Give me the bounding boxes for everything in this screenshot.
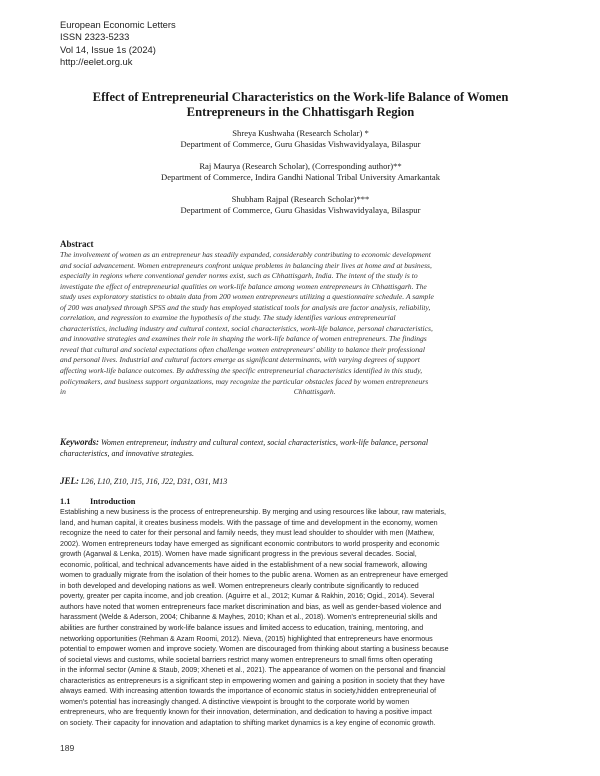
- keywords-text: Women entrepreneur, industry and cultural context, social characteristics, work-life balance, personal: [101, 438, 429, 447]
- keywords-block: [60, 437, 541, 459]
- author-3: [60, 194, 541, 216]
- abstract-line: characteristics, including industry and cultural context, social characteristics, work-life balance, personal characteristics,: [60, 323, 433, 333]
- body-line: characteristics as entrepreneurs is a significant step in empowering women and gaining a position in society that they have: [60, 676, 445, 685]
- journal-url[interactable]: http://eelet.org.uk: [60, 56, 133, 68]
- author-name: Shubham Rajpal (Research Scholar)***: [231, 194, 370, 204]
- author-affiliation: Department of Commerce, Indira Gandhi National Tribal University Amarkantak: [161, 172, 440, 182]
- abstract-line: and innovative strategies and examines their role in shaping the work-life balance of women entrepreneurs. The findings: [60, 334, 427, 344]
- body-line: land, and human capital, it creates business models. With the passage of time and development in the economy, women: [60, 518, 438, 527]
- body-line: always earned. With increasing attention towards the importance of economic status in society,hidden entrepreneurial of: [60, 687, 437, 696]
- author-1: [60, 128, 541, 150]
- keywords-label: Keywords:: [60, 437, 99, 447]
- jel-codes: L26, L10, Z10, J15, J16, J22, D31, O31, M13: [81, 477, 228, 486]
- page-number: 189: [60, 743, 75, 753]
- body-line: in the informal sector (Amine & Staub, 2009; Xheneti et al., 2021). The appearance of women on the personal and financial: [60, 666, 446, 675]
- keywords-line: characteristics, and innovative strategies.: [60, 448, 194, 458]
- abstract-line: investigate the effect of entrepreneurial qualities on work-life balance among women entrepreneurs in Chhattisgarh. The: [60, 281, 427, 291]
- abstract-line: in Chhattisgarh.: [60, 387, 336, 397]
- section-heading: [60, 497, 135, 506]
- author-affiliation: Department of Commerce, Guru Ghasidas Vishwavidyalaya, Bilaspur: [180, 139, 421, 149]
- body-line: abilities are further constrained by work-life balance issues and limited access to education, training, mentoring, and: [60, 624, 424, 633]
- abstract-line: correlation, and regression to examine the hypothesis of the study. The study identifies various entrepreneurial: [60, 313, 396, 323]
- body-line: networking opportunities (Rehman & Azam Roomi, 2012). Nieva, (2015) highlighted that entrepreneurs have enormous: [60, 634, 433, 643]
- title-line: Entrepreneurs in the Chhattisgarh Region: [186, 105, 415, 119]
- author-name: Shreya Kushwaha (Research Scholar) *: [232, 128, 369, 138]
- journal-header: [60, 19, 176, 69]
- abstract-line: and social advancement. Women entrepreneurs confront unique problems in balancing their lives at home and at business,: [60, 260, 432, 270]
- jel-block: [60, 476, 227, 486]
- journal-issn: ISSN 2323-5233: [60, 31, 130, 43]
- body-line: potential to empower women and improve society. Women are discouraged from thinking about starting a business because: [60, 645, 449, 654]
- abstract-line: and personal lives. Industrial and cultural factors emerge as significant determinants, with varying degrees of support: [60, 355, 420, 365]
- section-number: 1.1: [60, 497, 71, 506]
- jel-label: JEL:: [60, 476, 79, 486]
- title-line: Effect of Entrepreneurial Characteristics on the Work-life Balance of Women: [92, 90, 509, 104]
- body-line: harassment (Welde & Aderson, 2004; Chibanne & Mayhes, 2010; Khan et al., 2018). Women's entrepreneurial skills and: [60, 613, 438, 622]
- author-block: [60, 128, 541, 227]
- abstract-line: especially in regions where conventional gender norms exist, such as Chhattisgarh, India. The intent of the study is to: [60, 271, 418, 281]
- author-2: [60, 161, 541, 183]
- body-line: entrepreneurs, who are frequently known for their innovation, determination, and dedication to having a positive impact: [60, 708, 432, 717]
- body-line: on society. Their capacity for innovation and adaptation to shifting market dynamics is a key engine of economic growth.: [60, 718, 436, 727]
- paper-title: [60, 90, 541, 120]
- abstract-line: of 200 was analysed through SPSS and the study has employed statistical tools for analysis are factor analysis, reliability,: [60, 302, 431, 312]
- section-title: Introduction: [90, 497, 136, 506]
- abstract-text: [60, 250, 541, 398]
- abstract-line: affecting work-life balance outcomes. By addressing the specific entrepreneurial characteristics identified in this study,: [60, 366, 423, 376]
- abstract-line: The involvement of women as an entrepreneur has steadily expanded, considerably contributing to economic development: [60, 250, 431, 259]
- body-line: recognize the need to cater for their personal and family needs, they must lead shoulder to shoulder with men (Mathew,: [60, 529, 435, 538]
- author-affiliation: Department of Commerce, Guru Ghasidas Vishwavidyalaya, Bilaspur: [180, 205, 421, 215]
- body-line: Establishing a new business is the process of entrepreneurship. By merging and using resources like labour, raw materials,: [60, 508, 447, 516]
- body-line: economic, political, and technical advancements have aided in the establishment of a new social framework, allowing: [60, 560, 428, 569]
- body-line: in both developed and developing nations as well. Women entrepreneurs clearly contribute significantly to reduced: [60, 581, 419, 590]
- abstract-heading: Abstract: [60, 239, 94, 249]
- body-line: of societal views and customs, while societal barriers restrict many women entrepreneurs to small firms often operating: [60, 655, 433, 664]
- abstract-line: study uses exploratory statistics to obtain data from 200 women entrepreneurs utilizing a questionnaire schedule. A sample: [60, 292, 434, 302]
- body-line: poverty, greater per capita income, and job creation. (Aguirre et al., 2012; Kumar & Rakhin, 2016; Ogid., 2014). Several: [60, 592, 435, 601]
- journal-name: European Economic Letters: [60, 19, 176, 30]
- intro-body: [60, 507, 541, 728]
- keywords-line: [60, 437, 541, 449]
- body-line: women's potential has increasingly changed. A distinctive viewpoint is brought to the corporate world by women: [60, 697, 410, 706]
- author-name: Raj Maurya (Research Scholar), (Corresponding author)**: [199, 161, 402, 171]
- body-line: 2002). Women entrepreneurs today have emerged as significant economic contributors to world prosperity and economic: [60, 539, 440, 548]
- abstract-line: reveal that cultural and societal expectations often challenge women entrepreneurs' ability to balance their professional: [60, 344, 425, 354]
- body-line: growth (Agarwal & Lenka, 2015). Women have made significant progress in the previous several decades. Social,: [60, 550, 417, 559]
- body-line: authors have noted that women entrepreneurs face market discrimination and bias, as well as gender-based violence and: [60, 602, 442, 611]
- abstract-line: policymakers, and business support organizations, may recognize the particular obstacles faced by women entrepreneurs: [60, 376, 429, 386]
- journal-issue: Vol 14, Issue 1s (2024): [60, 43, 156, 55]
- body-line: women to gradually migrate from the isolation of their homes to the public arena. Women as an entrepreneur have emerged: [60, 571, 448, 580]
